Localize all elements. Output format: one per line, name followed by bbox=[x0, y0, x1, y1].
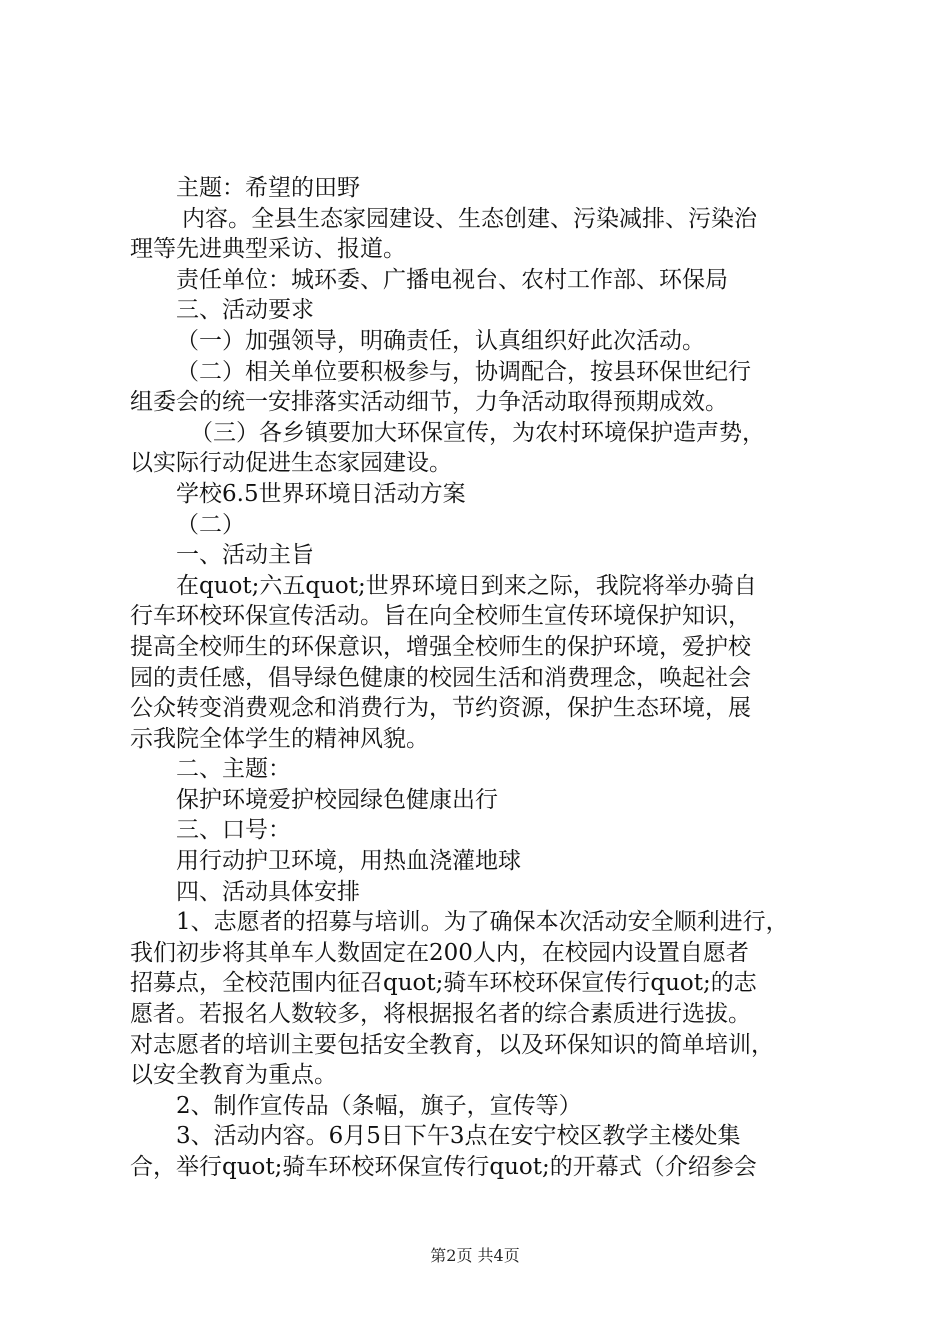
text-line: 三、口号： bbox=[176, 817, 291, 844]
text-line: 示我院全体学生的精神风貌。 bbox=[130, 725, 429, 752]
text-line: （二）相关单位要积极参与，协调配合，按县环保世纪行 bbox=[176, 358, 751, 385]
text-line: 提高全校师生的环保意识，增强全校师生的保护环境，爱护校 bbox=[130, 633, 751, 660]
text-line: 行车环校环保宣传活动。旨在向全校师生宣传环境保护知识， bbox=[130, 603, 751, 630]
text-line: 以实际行动促进生态家园建设。 bbox=[130, 450, 452, 477]
text-line: 主题：希望的田野 bbox=[176, 175, 360, 201]
page-footer: 第2页 共4页 bbox=[430, 1246, 520, 1265]
text-line: 对志愿者的培训主要包括安全教育，以及环保知识的简单培训， bbox=[130, 1031, 774, 1058]
text-line: 我们初步将其单车人数固定在200人内，在校园内设置自愿者 bbox=[130, 939, 749, 966]
text-line: 内容。全县生态家园建设、生态创建、污染减排、污染治 bbox=[182, 205, 757, 232]
text-line: 3、活动内容。6月5日下午3点在安宁校区教学主楼处集 bbox=[176, 1123, 741, 1150]
text-line: 三、活动要求 bbox=[176, 297, 314, 324]
text-line: 用行动护卫环境，用热血浇灌地球 bbox=[176, 848, 521, 875]
text-line: 一、活动主旨 bbox=[176, 542, 314, 569]
text-line: 在quot;六五quot;世界环境日到来之际，我院将举办骑自 bbox=[176, 572, 757, 599]
text-line: 学校6.5世界环境日活动方案 bbox=[176, 480, 466, 507]
text-line: 保护环境爱护校园绿色健康出行 bbox=[176, 786, 498, 813]
text-line: 合，举行quot;骑车环校环保宣传行quot;的开幕式（介绍参会 bbox=[130, 1154, 757, 1180]
text-line: 以安全教育为重点。 bbox=[130, 1062, 337, 1089]
text-line: 二、主题： bbox=[176, 756, 291, 783]
text-line: （三）各乡镇要加大环保宣传，为农村环境保护造声势， bbox=[190, 419, 765, 446]
text-line: 四、活动具体安排 bbox=[176, 878, 360, 905]
text-line: 1、志愿者的招募与培训。为了确保本次活动安全顺利进行， bbox=[176, 909, 789, 936]
text-line: 园的责任感，倡导绿色健康的校园生活和消费理念，唤起社会 bbox=[130, 664, 751, 691]
text-line: （一）加强领导，明确责任，认真组织好此次活动。 bbox=[176, 327, 705, 354]
text-line: 理等先进典型采访、报道。 bbox=[130, 236, 406, 263]
text-line: 招募点，全校范围内征召quot;骑车环校环保宣传行quot;的志 bbox=[130, 970, 757, 997]
text-line: 公众转变消费观念和消费行为，节约资源，保护生态环境，展 bbox=[130, 695, 751, 722]
document-body bbox=[130, 173, 835, 1183]
text-line: 2、制作宣传品（条幅，旗子，宣传等） bbox=[176, 1092, 582, 1119]
text-line: 组委会的统一安排落实活动细节，力争活动取得预期成效。 bbox=[130, 389, 728, 416]
text-line: （二） bbox=[176, 511, 245, 538]
text-line: 责任单位：城环委、广播电视台、农村工作部、环保局 bbox=[176, 266, 728, 293]
text-line: 愿者。若报名人数较多，将根据报名者的综合素质进行选拔。 bbox=[130, 1001, 751, 1028]
